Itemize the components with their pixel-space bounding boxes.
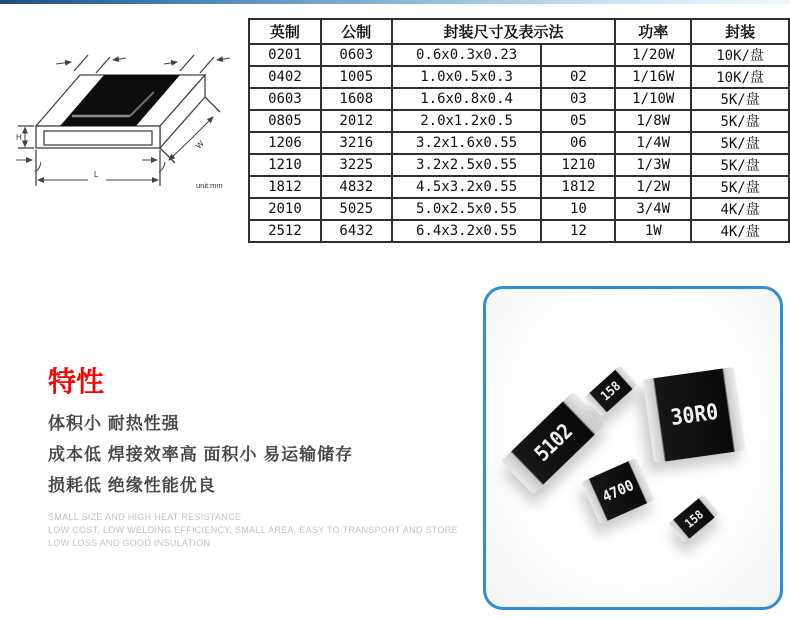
cell-size: 3.2x1.6x0.55: [392, 132, 542, 154]
header-package: 封装: [691, 19, 789, 44]
cell-metric: 0603: [321, 44, 392, 66]
cell-size: 2.0x1.2x0.5: [392, 110, 542, 132]
features-chinese-lines: [48, 408, 468, 501]
features-section: [48, 366, 468, 550]
cell-size: 5.0x2.5x0.55: [392, 198, 542, 220]
cell-package: 5K/盘: [691, 132, 789, 154]
cell-code: 06: [541, 132, 615, 154]
table-row: [249, 198, 789, 220]
features-english-lines: [48, 511, 468, 550]
cell-size: 4.5x3.2x0.55: [392, 176, 542, 198]
feature-line-en: LOW LOSS AND GOOD INSULATION: [48, 538, 211, 548]
top-gradient-rule: [0, 0, 790, 4]
cell-power: 1/16W: [615, 66, 691, 88]
cell-power: 1/3W: [615, 154, 691, 176]
table-row: [249, 88, 789, 110]
cell-imperial: 1206: [249, 132, 321, 154]
feature-line-cn: 成本低 焊接效率高 面积小 易运输储存: [48, 445, 354, 464]
cell-metric: 4832: [321, 176, 392, 198]
features-title: 特性: [48, 366, 105, 397]
cell-power: 1/8W: [615, 110, 691, 132]
cell-package: 4K/盘: [691, 198, 789, 220]
cell-metric: 5025: [321, 198, 392, 220]
cell-imperial: 0201: [249, 44, 321, 66]
cell-metric: 1005: [321, 66, 392, 88]
cell-size: 1.0x0.5x0.3: [392, 66, 542, 88]
chip-marking: 30R0: [668, 399, 720, 431]
cell-metric: 6432: [321, 220, 392, 242]
table-row: [249, 220, 789, 242]
cell-power: 1/20W: [615, 44, 691, 66]
table-row: [249, 132, 789, 154]
resistor-dimension-diagram: [14, 46, 246, 202]
cell-imperial: 2010: [249, 198, 321, 220]
table-row: [249, 66, 789, 88]
cell-code: 1812: [541, 176, 615, 198]
header-power: 功率: [615, 19, 691, 44]
cell-metric: 3216: [321, 132, 392, 154]
table-row: [249, 44, 789, 66]
cell-power: 1/10W: [615, 88, 691, 110]
cell-metric: 1608: [321, 88, 392, 110]
header-size-notation: 封装尺寸及表示法: [392, 19, 616, 44]
cell-size: 3.2x2.5x0.55: [392, 154, 542, 176]
cell-package: 5K/盘: [691, 154, 789, 176]
table-row: [249, 154, 789, 176]
feature-line-en: SMALL SIZE AND HIGH HEAT RESISTANCE: [48, 512, 242, 522]
header-metric: 公制: [321, 19, 392, 44]
smd-resistor-4700: [581, 458, 655, 524]
cell-imperial: 0603: [249, 88, 321, 110]
cell-power: 1W: [615, 220, 691, 242]
resistor-outline-drawing: [14, 46, 246, 202]
cell-package: 10K/盘: [691, 44, 789, 66]
feature-line-en: LOW COST, LOW WELDING EFFICIENCY, SMALL AREA, EASY TO TRANSPORT AND STORE: [48, 525, 458, 535]
cell-code: 03: [541, 88, 615, 110]
smd-resistor-158-top: [584, 365, 637, 416]
cell-imperial: 0805: [249, 110, 321, 132]
cell-package: 5K/盘: [691, 176, 789, 198]
dimension-label-w: W: [194, 138, 206, 151]
table-header-row: [249, 19, 789, 44]
cell-code: 10: [541, 198, 615, 220]
cell-package: 5K/盘: [691, 110, 789, 132]
cell-power: 1/4W: [615, 132, 691, 154]
diagram-unit-label: unit:mm: [196, 181, 223, 190]
cell-code: 12: [541, 220, 615, 242]
cell-metric: 3225: [321, 154, 392, 176]
cell-imperial: 1812: [249, 176, 321, 198]
resistor-product-photo: [483, 286, 783, 610]
cell-package: 5K/盘: [691, 88, 789, 110]
chip-marking: 5102: [529, 419, 577, 467]
cell-size: 1.6x0.8x0.4: [392, 88, 542, 110]
cell-code: 1210: [541, 154, 615, 176]
cell-package: 10K/盘: [691, 66, 789, 88]
smd-resistor-158-bottom: [668, 494, 719, 543]
smd-resistor-30r0: [643, 367, 746, 463]
cell-imperial: 2512: [249, 220, 321, 242]
table-row: [249, 176, 789, 198]
dimension-label-l: L: [94, 170, 99, 179]
cell-metric: 2012: [321, 110, 392, 132]
chip-marking: 4700: [599, 476, 637, 506]
cell-imperial: 0402: [249, 66, 321, 88]
chip-marking: 158: [598, 378, 624, 404]
feature-line-cn: 损耗低 绝缘性能优良: [48, 476, 216, 495]
dimension-label-h: H: [16, 133, 22, 142]
cell-code: 02: [541, 66, 615, 88]
cell-code: 05: [541, 110, 615, 132]
cell-power: 3/4W: [615, 198, 691, 220]
cell-code: [541, 44, 615, 66]
cell-imperial: 1210: [249, 154, 321, 176]
table-row: [249, 110, 789, 132]
cell-power: 1/2W: [615, 176, 691, 198]
header-imperial: 英制: [249, 19, 321, 44]
cell-package: 4K/盘: [691, 220, 789, 242]
feature-line-cn: 体积小 耐热性强: [48, 414, 180, 433]
cell-size: 6.4x3.2x0.55: [392, 220, 542, 242]
chip-marking: 158: [682, 506, 706, 531]
package-spec-table: [248, 18, 790, 243]
cell-size: 0.6x0.3x0.23: [392, 44, 542, 66]
